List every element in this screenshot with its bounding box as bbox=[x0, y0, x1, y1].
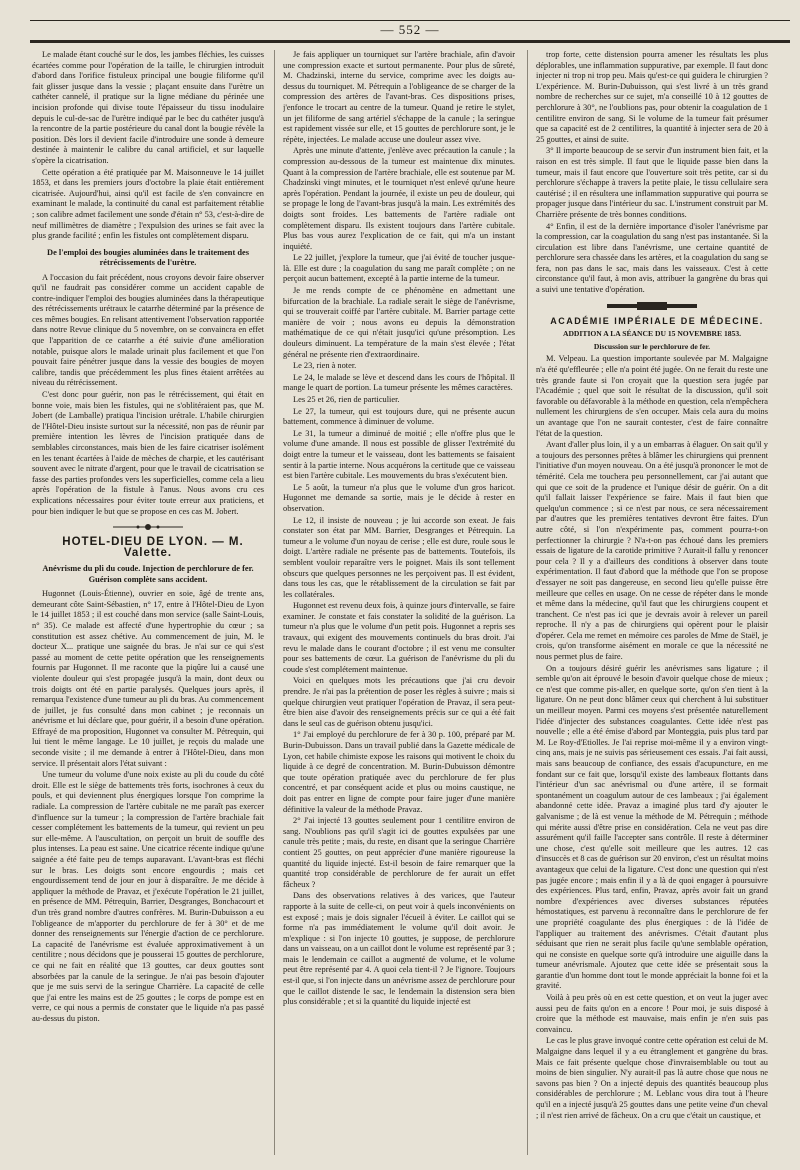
column-separator bbox=[274, 50, 275, 1155]
paragraph: C'est donc pour guérir, non pas le rétrécissement, qui était en bonne voie, mais bien les fistules, qui ne s'oblitéraient pas, que M. Jobert (de Lamballe) pratiqua l'incision urétrale. L'habile chirurgien de l'Hôtel-Dieu insiste surtout sur la nécessité, non pas de réunir par première intention les lèvres de l'incision pratiquée dans de semblables circonstances, mais bien de les faire cicatriser isolément en les tenant écartées à l'aide de mèches de charpie, et les cautérisant souvent avec le nitrate d'argent, pour que le travail de cicatrisation se fasse des parties profondes vers les superficielles, comme cela a lieu après l'opération de la fistule à l'anus. Nous avons cru ces explications nécessaires pour éviter toute erreur aux praticiens, et pour bien indiquer le but que se propose en ces cas M. Jobert. bbox=[32, 390, 264, 516]
page-number: — 552 — bbox=[370, 22, 450, 38]
paragraph: Dans des observations relatives à des varices, que l'auteur rapporte à la suite de celle-ci, on peut voir à quels inconvénients on est exposé ; mais je dois signaler l'écueil à éviter. Le caillot qui se forme n'a pas immédiatement le volume qu'il doit avoir. Je m'explique : si l'on injecte 10 gouttes, je suppose, de perchlorure dans un vaisseau, on a un caillot dont le volume est représenté par 3 ; mais le lendemain ce caillot a augmenté de volume, et le volume peut être représenté par 4. A quoi cela tient-il ? Je l'ignore. Toujours est-il que, si l'on injecte dans un anévrisme assez de perchlorure pour que le caillot distende le sac, le lendemain la distension sera bien plus considérable ; et si la quantité du liquide injecté est bbox=[283, 891, 515, 1007]
paragraph: A l'occasion du fait précédent, nous croyons devoir faire observer qu'il ne faudrait pas considérer comme un accident capable de contre-indiquer l'emploi des bougies aluminées dans la thérapeutique des rétrécissements urétraux le catarrhe déterminé par la présence de ces mêmes bougies. En relisant attentivement l'observation rapportée dans notre Revue clinique du 5 novembre, on se convaincra en effet que l'apparition de ce catarrhe a été suivie d'une amélioration notable, puisque alors le malade urinait plus facilement et que l'on pouvait faire pénétrer jusque dans la vessie des bougies de moyen calibre, tandis que précédemment les plus fines étaient arrêtées au niveau du rétrécissement. bbox=[32, 272, 264, 388]
paragraph: Le 23, rien à noter. bbox=[293, 361, 357, 371]
column-3 bbox=[536, 50, 768, 1160]
page-header bbox=[30, 16, 790, 44]
paragraph: 4° Enfin, il est de la dernière importance d'isoler l'anévrisme par la compression, car la coagulation du sang n'est pas instantanée. Si la circulation est libre dans l'anévrisme, une certaine quantité de perchlorure sera chassée dans les artères, et la coagulation du sang se fera, non pas dans le sac, mais dans les vaisseaux. C'est à cette circonstance qu'il faut, à mon avis, attribuer la gangrène du bras qui a suivi une tentative d'opération. bbox=[536, 221, 768, 295]
ornament-divider bbox=[536, 302, 768, 312]
paragraph: Après une minute d'attente, j'enlève avec précaution la canule ; la compression au-dessous de la tumeur est maintenue dix minutes. Quant à la compression de l'artère brachiale, elle est soutenue par M. Chadzinski vingt minutes, et le tourniquet n'est enlevé qu'une heure après l'opération. Pendant la journée, il existe un peu de douleur, qui se propage le long de l'avant-bras jusqu'à la main. Les extrémités des doigts sont froides. Les battements de l'artère radiale ont complètement disparu. Ils existent toujours dans l'artère cubitale. Plus bas vous aurez l'explication de ce fait, qui m'a un instant inquiété. bbox=[283, 146, 515, 251]
header-rule-bottom bbox=[30, 40, 790, 43]
paragraph: On a toujours désiré guérir les anévrismes sans ligature ; il semble qu'on ait éprouvé le besoin d'avoir quelque chose de mieux ; ce n'est que comme pis-aller, en quelque sorte, qu'on s'en tient à la ligature. On ne peut donc blâmer ceux qui cherchent à lui substituer un meilleur moyen. Parmi ces moyens s'est présentée naturellement l'idée d'injecter des substances coagulantes. Cette idée n'est pas nouvelle ; elle a été émise d'abord par Monteggia, puis plus tard par M. Le Roy-d'Etiolles. Je l'ai reprise moi-même il y a environ vingt-cinq ans, mais je ne suivis pas sérieusement ces essais. J'ai fait aussi, mais sans beaucoup de confiance, des essais d'acupuncture, en me fondant sur ce fait que, lorsqu'il existe des lambeaux flottants dans l'intérieur d'un sac anévrismal ou d'une artère, il se formait spontanément un coagulum autour de ces lambeaux ; j'ai également abandonné cette idée. Pravaz a imaginé plus tard d'y ajouter le galvanisme ; de là est venue la méthode de M. Pétrequin ; méthode qui mérite aussi d'être prise en considération. Cela ne veut pas dire assurément qu'il faille l'accepter sans contrôle. Il reste à déterminer une chose, c'est qu'elle soit meilleure que les autres. 12 cas d'insuccès et 8 cas de guérison sur 20 environ, c'est un résultat moins avantageux que celui de la ligature. C'est donc une question qui n'est pas jugée encore ; mais enfin il y a là de quoi engager à poursuivre des expériences. Plus tard, enfin, Pravaz, après avoir fait un grand nombre d'expériences avec diverses substances réputées hémostatiques, est parvenu à reconnaître dans le perchlorure de fer une propriété coagulante des plus énergiques : de là l'idée de l'appliquer au traitement des anévrismes. C'était d'autant plus séduisant que rien ne serait plus facile qu'une semblable opération, qui ne consiste en quelque sorte qu'à introduire une aiguille dans la tumeur anévrismale. Ajoutez que cette idée se présentait sous la garantie d'un homme dont tout le monde appréciait la bonne foi et la gravité. bbox=[536, 663, 768, 991]
paragraph: Je fais appliquer un tourniquet sur l'artère brachiale, afin d'avoir une compression exacte et surtout permanente. Pour plus de sûreté, M. Chadzinski, interne du service, comprime avec les doigts au-dessus du tourniquet. M. Pétrequin a l'obligeance de se charger de la compression des artères de l'avant-bras. Ces dispositions prises, j'enfonce le trocart au centre de la tumeur. Quand je retire le stylet, un jet filiforme de sang artériel s'échappe de la canule ; la seringue est rapidement vissée sur elle, et 15 gouttes de perchlorure sont, je le répète, injectées. Le malade accuse une douleur assez vive. bbox=[283, 50, 515, 144]
column-separator bbox=[527, 50, 528, 1155]
session-line: ADDITION A LA SÉANCE DU 15 NOVEMBRE 1853. bbox=[562, 329, 742, 339]
paragraph: Hugonnet (Louis-Étienne), ouvrier en soie, âgé de trente ans, demeurant côte Saint-Sébastien, n° 17, entre à l'Hôtel-Dieu de Lyon le 14 juillet 1853 ; il est couché dans mon service (salle Saint-Louis, n° 35). Ce malade est affecté d'une hypertrophie du cœur ; sa constitution est assez chétive. Au commencement de juin, M. le docteur X... pratique une saignée du bras. Je n'ai sur ce qui s'est passé au moment de cette petite opération que les renseignements fournis par Hugonnet. Il me raconte que la piqûre lui a causé une violente douleur qui s'est propagée jusqu'à la main, dont deux ou trois doigts ont été en partie paralysés. Quelques jours après, il remarqua l'existence d'une tumeur au pli du bras. Au commencement de juillet, je fus consulté dans mon cabinet ; je reconnais un anévrisme et lui déclare que, pour guérir, il a besoin d'une opération. Effrayé de ma proposition, Hugonnet va consulter M. Pétrequin, qui lui tient le même langage. Le 10 juillet, je reçois du malade une seconde visite ; il me demande à entrer à l'Hôtel-Dieu, dans mon service. Il présentait alors l'état suivant : bbox=[32, 589, 264, 768]
section-title: De l'emploi des bougies aluminées dans le traitement des rétrécissements de l'urètre. bbox=[47, 247, 249, 268]
paragraph: Le cas le plus grave invoqué contre cette opération est celui de M. Malgaigne dans lequel il y a eu étranglement et gangrène du bras. Mais ce fait présente quelque chose d'invraisemblable ou tout au moins de bien singulier. N'y aurait-il pas là autre chose que nous ne savons pas bien ? On a injecté depuis des quantités beaucoup plus considérables de perchlorure ; M. Leblanc vous dira tout à l'heure qu'il en a injecté jusqu'à 25 gouttes dans une petite veine d'un cheval ; il n'est rien arrivé de fâcheux. On a cru que c'était un caustique, et bbox=[536, 1036, 768, 1120]
paragraph: Le 5 août, la tumeur n'a plus que le volume d'un gros haricot. Hugonnet me demande sa sortie, mais je le décide à rester en observation. bbox=[283, 482, 515, 513]
paragraph: Je me rends compte de ce phénomène en admettant une bifurcation de la brachiale. La radiale serait le siège de l'anévrisme, qui se trouverait coiffé par l'artère cubitale. M. Barrier partage cette manière de voir ; nous avons eu depuis la démonstration mathématique de ce qui n'était jusqu'ici qu'une présomption. Les douleurs diminuent. La température de la main s'est élevée ; l'état général ne présente rien d'extraordinaire. bbox=[283, 286, 515, 359]
paragraph: 3° Il importe beaucoup de se servir d'un instrument bien fait, et la raison en est très simple. Il faut que le liquide passe bien dans la tumeur, mais il faut encore que l'ouverture soit très petite, car si du perchlorure s'échappe à travers la petite plaie, le tissu cellulaire sera cautérisé ; il en résultera une inflammation suppurative qui pourra se propager jusque dans l'intérieur du sac. L'instrument construit par M. Charrière présente de très bonnes conditions. bbox=[536, 146, 768, 219]
ornament-divider bbox=[32, 523, 264, 533]
article-subtitle: Anévrisme du pli du coude. Injection de perchlorure de fer. Guérison complète sans accident. bbox=[42, 564, 254, 584]
header-rule-top bbox=[30, 20, 790, 21]
paragraph: Le 12, il insiste de nouveau ; je lui accorde son exeat. Je fais constater son état par MM. Barrier, Desgranges et Pétrequin. La tumeur a le volume d'un noyau de cerise ; elle est dure, roule sous le doigt. L'artère radiale ne présente pas de battements. Toutefois, ils semblent vouloir reparaître vers le poignet. Mais ils sont tellement obscurs que quelques personnes ne les perçoivent pas. Il est évident, dans tous les cas, que le rétablissement de la circulation se fait par les collatérales. bbox=[283, 515, 515, 599]
hospital-title: HOTEL-DIEU DE LYON. — M. Valette. bbox=[62, 536, 244, 559]
column-2 bbox=[283, 50, 515, 1160]
paragraph: Le malade étant couché sur le dos, les jambes fléchies, les cuisses écartées comme pour l'opération de la taille, le chirurgien introduit d'abord dans l'orifice fistuleux principal une bougie filiforme qu'il fait glisser jusque dans la vessie ; plaçant ensuite dans l'urètre un cathéter cannelé, il pratique sur la ligne médiane du périnée une incision profonde qui divise toute l'épaisseur du tissu inodulaire depuis le cul-de-sac de l'urètre indiqué par le bec du cathéter jusqu'à la rencontre de la partie postérieure du canal dont la bougie révèle la position. Dès lors il devient facile d'introduire une sonde à demeure destinée à maintenir le calibre du canal artificiel, et sur laquelle s'opère la cicatrisation. bbox=[32, 50, 264, 165]
paragraph: Voilà à peu près où en est cette question, et on veut la juger avec aussi peu de faits qu'on en a encore ! Pour moi, je suis disposé à croire que la méthode est mauvaise, mais enfin je n'en suis pas convaincu. bbox=[536, 993, 768, 1034]
paragraph: Le 22 juillet, j'explore la tumeur, que j'ai évité de toucher jusque-là. Elle est dure ; la coagulation du sang me paraît complète ; on ne perçoit aucun battement, excepté à la partie interne de la tumeur. bbox=[283, 253, 515, 284]
paragraph: 2° J'ai injecté 13 gouttes seulement pour 1 centilitre environ de sang. N'oublions pas qu'il s'agit ici de gouttes expulsées par une canule très petite ; mais, du reste, en disant que la seringue Charrière contient 25 gouttes, on peut apprécier d'une manière rigoureuse la quantité du liquide injecté. Est-il besoin de faire remarquer que la quantité trop considérable de perchlorure de fer aurait un effet fâcheux ? bbox=[283, 816, 515, 889]
paragraph: Le 27, la tumeur, qui est toujours dure, qui ne présente aucun battement, commence à diminuer de volume. bbox=[283, 406, 515, 427]
paragraph: Avant d'aller plus loin, il y a un embarras à élaguer. On sait qu'il y a toujours des personnes prêtes à blâmer les chirurgiens qui prennent l'initiative d'un moyen nouveau. On a été jusqu'à prononcer le mot de témérité. Cela me touchera peu personnellement, car j'ai autant que qui que ce soit de la prudence et l'unique désir de guérir. On a dit qu'il fallait laisser l'expérience se faire. Mais il faut bien que quelqu'un commence ; si ce n'est par nous, ce sera nécessairement par d'autres que les premières tentatives devront être faites. D'un autre côté, si l'on n'expérimente pas, comment pourra-t-on perfectionner la chirurgie ? N'a-t-on pas échoué dans les premiers essais de ligature de la carotide primitive ? Aurait-il fallu y renoncer pour cela ? Il y a d'ailleurs des conditions à observer dans toute expérimentation. Il faut d'abord que la méthode que l'on se propose d'essayer ne soit pas dangereuse, en second lieu qu'elle puisse être meilleure que celles en usage. On ne cesse de répéter dans le monde et même dans la médecine, qu'il faut que les chirurgiens coupent et tranchent. Ce n'est pas ici que je devrais avoir à relever un pareil reproche. Il n'y a pas de chirurgiens qui opèrent pour le plaisir d'opérer. Cela me remet en mémoire ces paroles de Mme de Staël, je crois, qu'on transforme aisément en morale ce que la nécessité ne nous permet plus de faire. bbox=[536, 440, 768, 662]
academy-title: ACADÉMIE IMPÉRIALE DE MÉDECINE. bbox=[550, 315, 764, 326]
paragraph: 1° J'ai employé du perchlorure de fer à 30 p. 100, préparé par M. Burin-Dubuisson. Dans un travail publié dans la Gazette médicale de Lyon, cet habile chimiste expose les raisons qui motivent le choix du liquide à ce degré de concentration. M. Burin-Dubuisson démontre que toute opération pratiquée avec du perchlorure de fer plus concentré, et par conséquent acide et plus ou moins caustique, ne doit pas entrer en ligne de compte pour faire juger d'une manière définitive la valeur de la méthode Pravaz. bbox=[283, 730, 515, 814]
paragraph: Cette opération a été pratiquée par M. Maisonneuve le 14 juillet 1853, et dans les premiers jours d'octobre la plaie était entièrement cicatrisée. Aujourd'hui, ainsi qu'il est facile de s'en convaincre en examinant le malade, la continuité du canal est parfaitement rétablie ; son calibre admet facilement une sonde d'étain n° 53, c'est-à-dire de neuf millimètres de diamètre ; l'expulsion des urines se fait avec la plus grande facilité ; enfin les fistules ont complètement disparu. bbox=[32, 167, 264, 241]
discussion-title: Discussion sur le perchlorure de fer. bbox=[593, 341, 711, 351]
paragraph: trop forte, cette distension pourra amener les résultats les plus déplorables, une inflammation suppurative, par exemple. Il faut donc injecter ni trop ni trop peu. Mais qu'est-ce qui guidera le chirurgien ? L'expérience. M. Burin-Dubuisson, qui s'est livré à un très grand nombre de recherches sur ce sujet, m'a conseillé 10 à 12 gouttes de perchlorure à 30°, ne l'oublions pas, pour obtenir la coagulation de 1 centilitre environ de sang. Si le volume de la tumeur fait présumer que sa capacité est de 2 centilitres, la quantité à injecter sera de 20 à 25 gouttes, et ainsi de suite. bbox=[536, 50, 768, 144]
paragraph: Le 24, le malade se lève et descend dans les cours de l'hôpital. Il mange le quart de portion. La tumeur présente les mêmes caractères. bbox=[283, 372, 515, 393]
paragraph: Les 25 et 26, rien de particulier. bbox=[293, 395, 400, 404]
paragraph: Une tumeur du volume d'une noix existe au pli du coude du côté droit. Elle est le siège de battements très forts, isochrones à ceux du pouls, et qui deviennent plus énergiques lorsque l'on comprime la radiale. La compression de l'artère cubitale ne me paraît pas exercer d'influence sur la tumeur ; la compression de l'artère brachiale fait cesser complétement les battements de la tumeur, qui revient un peu sur elle-même. A l'auscultation, on perçoit un bruit de souffle des plus intenses. La peau est saine. Une cicatrice récente indique qu'une saignée a été faite peu de temps auparavant. L'avant-bras est fléchi sur le bras. Les doigts sont encore engourdis ; mais cet engourdissement tend de jour en jour à disparaître. Je me décide à appliquer la méthode de Pravaz, et j'exécute l'opération le 21 juillet, en présence de MM. Pétrequin, Barrier, Desgranges, Bonchacourt et d'un très grand nombre d'autres confrères. M. Burin-Dubuisson a eu l'obligeance de m'apporter du perchlorure de fer à 30° et de me donner des renseignements sur l'énergie d'action de ce perchlorure. La capacité de l'anévrisme est évaluée approximativement à un centilitre ; nous décidons que je pousserai 15 gouttes de perchlorure, ce qui ne fait en réalité que 13 gouttes, car deux gouttes sont absorbées par la canule de la seringue. Je n'ai pas besoin d'ajouter que je me suis servi de la seringue Charrière. La capacité de celle que j'ai entre les mains est de 25 gouttes ; le corps de pompe est en verre, ce qui nous a permis de constater que le liquide n'a pas passé au-dessus du piston. bbox=[32, 770, 264, 1023]
paragraph: Voici en quelques mots les précautions que j'ai cru devoir prendre. Je n'ai pas la prétention de poser les règles à suivre ; mais si quelque chirurgien veut pratiquer l'opération de Pravaz, il sera peut-être bien aise d'avoir des renseignements précis sur ce qui a été fait dans le seul cas de guérison obtenu jusqu'ici. bbox=[283, 676, 515, 728]
paragraph: Hugonnet est revenu deux fois, à quinze jours d'intervalle, se faire examiner. Je constate et fais constater la solidité de la guérison. La tumeur n'a plus que le volume d'un petit pois. Hugonnet a repris ses travaux, qui exigent des mouvements continuels du bras droit. J'ai revu le malade dans le courant d'octobre ; il est venu me consulter pour ses battements de cœur. La guérison de l'anévrisme du pli du coude s'est complétement maintenue. bbox=[283, 601, 515, 674]
paragraph: Le 31, la tumeur a diminué de moitié ; elle n'offre plus que le volume d'une amande. Il nous est possible de glisser l'extrémité du doigt entre la tumeur et le vaisseau, dont les battements se faisaient sentir à la partie interne. Nous acquérons la certitude que ce vaisseau est bien l'artère cubitale. Les mouvements du bras s'exécutent bien. bbox=[283, 428, 515, 481]
paragraph: M. Velpeau. La question importante soulevée par M. Malgaigne n'a été qu'effleurée ; elle n'a point été jugée. On ne ferait du reste une très grande faute si l'on croyait que la question sera jugée par l'Académie ; quel que soit le résultat de la discussion, qu'il soit favorable ou défavorable à la méthode en question, cela n'empêchera nullement les chirurgiens de s'en occuper. Mais cela aura du moins un avantage que l'on ne saurait contester, c'est de faire connaître l'état de la question. bbox=[536, 354, 768, 438]
column-1 bbox=[32, 50, 264, 1160]
